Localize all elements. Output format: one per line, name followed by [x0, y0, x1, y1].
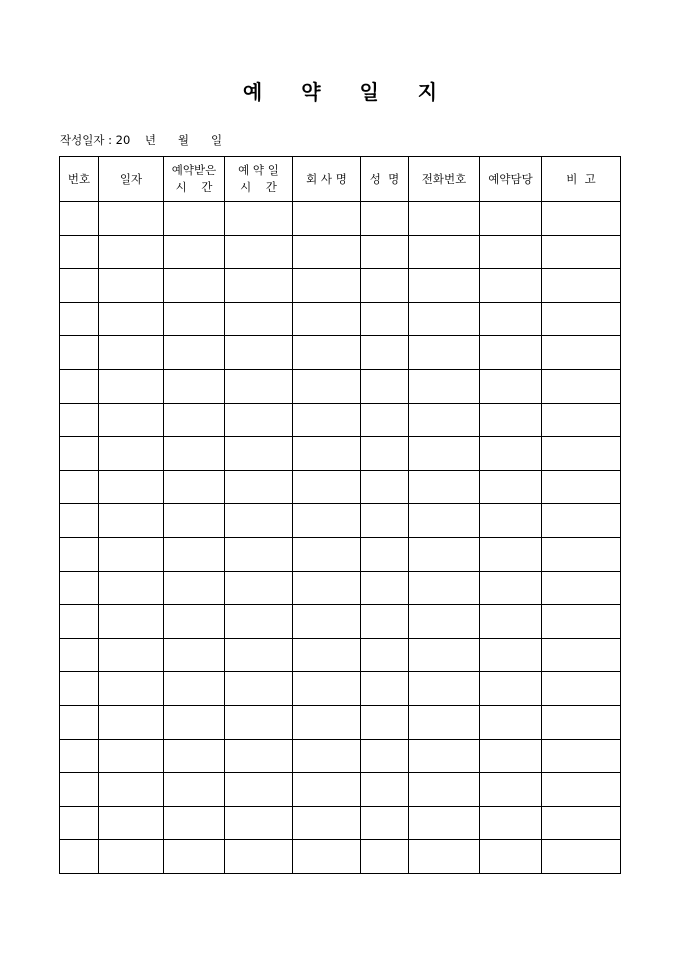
table-cell-date[interactable]	[99, 336, 164, 370]
table-cell-no[interactable]	[60, 470, 99, 504]
table-cell-phone-number[interactable]	[409, 369, 480, 403]
table-cell-no[interactable]	[60, 302, 99, 336]
column-header-label: 예약받은	[171, 163, 217, 177]
column-header-label: 회 사 명	[306, 171, 347, 186]
table-cell-remarks[interactable]	[542, 605, 621, 639]
table-row	[60, 672, 621, 706]
table-cell-person-name[interactable]	[361, 705, 409, 739]
table-row	[60, 235, 621, 269]
table-cell-company-name[interactable]	[293, 739, 361, 773]
table-cell-reservation-time[interactable]	[225, 638, 293, 672]
table-cell-date[interactable]	[99, 369, 164, 403]
table-cell-reservation-time[interactable]	[225, 672, 293, 706]
table-cell-date[interactable]	[99, 672, 164, 706]
table-cell-received-time[interactable]	[164, 806, 225, 840]
table-cell-date[interactable]	[99, 739, 164, 773]
table-cell-phone-number[interactable]	[409, 202, 480, 236]
table-row	[60, 403, 621, 437]
table-cell-phone-number[interactable]	[409, 504, 480, 538]
table-cell-reservation-staff[interactable]	[480, 739, 542, 773]
table-row	[60, 537, 621, 571]
header-row	[60, 157, 621, 202]
table-cell-reservation-staff[interactable]	[480, 403, 542, 437]
table-cell-date[interactable]	[99, 269, 164, 303]
table-cell-reservation-time[interactable]	[225, 605, 293, 639]
table-cell-reservation-staff[interactable]	[480, 235, 542, 269]
table-cell-no[interactable]	[60, 840, 99, 874]
table-cell-company-name[interactable]	[293, 806, 361, 840]
table-cell-reservation-staff[interactable]	[480, 571, 542, 605]
column-header-label: 번호	[67, 171, 91, 186]
table-cell-reservation-staff[interactable]	[480, 336, 542, 370]
table-cell-no[interactable]	[60, 369, 99, 403]
table-row	[60, 269, 621, 303]
table-cell-remarks[interactable]	[542, 235, 621, 269]
table-cell-reservation-staff[interactable]	[480, 269, 542, 303]
table-cell-person-name[interactable]	[361, 202, 409, 236]
date-written-line: 작성일자 : 20 년 월 일	[60, 133, 223, 147]
table-cell-reservation-staff[interactable]	[480, 369, 542, 403]
table-cell-remarks[interactable]	[542, 773, 621, 807]
table-cell-reservation-staff[interactable]	[480, 806, 542, 840]
table-cell-person-name[interactable]	[361, 537, 409, 571]
column-header-date	[99, 157, 164, 202]
table-cell-company-name[interactable]	[293, 504, 361, 538]
table-cell-received-time[interactable]	[164, 369, 225, 403]
table-cell-reservation-time[interactable]	[225, 336, 293, 370]
table-cell-remarks[interactable]	[542, 302, 621, 336]
table-cell-person-name[interactable]	[361, 638, 409, 672]
table-cell-company-name[interactable]	[293, 202, 361, 236]
table-cell-company-name[interactable]	[293, 605, 361, 639]
table-cell-person-name[interactable]	[361, 437, 409, 471]
table-cell-person-name[interactable]	[361, 369, 409, 403]
table-cell-reservation-time[interactable]	[225, 806, 293, 840]
table-cell-remarks[interactable]	[542, 806, 621, 840]
table-cell-received-time[interactable]	[164, 840, 225, 874]
table-cell-company-name[interactable]	[293, 537, 361, 571]
table-cell-no[interactable]	[60, 202, 99, 236]
column-header-company-name	[293, 157, 361, 202]
column-header-phone-number	[409, 157, 480, 202]
column-header-no	[60, 157, 99, 202]
table-cell-remarks[interactable]	[542, 537, 621, 571]
table-cell-reservation-time[interactable]	[225, 504, 293, 538]
table-cell-remarks[interactable]	[542, 437, 621, 471]
table-cell-reservation-time[interactable]	[225, 403, 293, 437]
table-cell-phone-number[interactable]	[409, 235, 480, 269]
reservation-log-table	[59, 156, 621, 874]
table-cell-no[interactable]	[60, 437, 99, 471]
table-cell-remarks[interactable]	[542, 705, 621, 739]
table-row	[60, 202, 621, 236]
column-header-label: 일자	[119, 171, 143, 186]
table-cell-date[interactable]	[99, 806, 164, 840]
table-cell-reservation-time[interactable]	[225, 437, 293, 471]
column-header-label: 예 약 일	[238, 163, 279, 177]
table-cell-received-time[interactable]	[164, 571, 225, 605]
table-cell-remarks[interactable]	[542, 403, 621, 437]
table-cell-reservation-staff[interactable]	[480, 672, 542, 706]
table-cell-reservation-staff[interactable]	[480, 605, 542, 639]
table-cell-remarks[interactable]	[542, 840, 621, 874]
table-cell-phone-number[interactable]	[409, 403, 480, 437]
table-cell-reservation-time[interactable]	[225, 269, 293, 303]
table-cell-reservation-time[interactable]	[225, 202, 293, 236]
table-cell-person-name[interactable]	[361, 840, 409, 874]
table-cell-phone-number[interactable]	[409, 336, 480, 370]
table-cell-reservation-staff[interactable]	[480, 302, 542, 336]
table-cell-remarks[interactable]	[542, 739, 621, 773]
column-header-label-line2: 시 간	[240, 180, 277, 194]
table-row	[60, 336, 621, 370]
table-cell-no[interactable]	[60, 773, 99, 807]
table-cell-remarks[interactable]	[542, 202, 621, 236]
table-cell-person-name[interactable]	[361, 571, 409, 605]
table-cell-no[interactable]	[60, 571, 99, 605]
table-cell-no[interactable]	[60, 806, 99, 840]
table-cell-received-time[interactable]	[164, 504, 225, 538]
table-cell-received-time[interactable]	[164, 302, 225, 336]
table-cell-remarks[interactable]	[542, 470, 621, 504]
table-cell-date[interactable]	[99, 470, 164, 504]
table-row	[60, 302, 621, 336]
table-cell-no[interactable]	[60, 403, 99, 437]
table-cell-company-name[interactable]	[293, 235, 361, 269]
table-cell-remarks[interactable]	[542, 269, 621, 303]
page-title: 예 약 일 지	[242, 80, 454, 104]
table-cell-reservation-time[interactable]	[225, 302, 293, 336]
table-cell-reservation-time[interactable]	[225, 773, 293, 807]
column-header-remarks	[542, 157, 621, 202]
table-cell-reservation-staff[interactable]	[480, 437, 542, 471]
table-row	[60, 773, 621, 807]
table-cell-company-name[interactable]	[293, 302, 361, 336]
table-cell-date[interactable]	[99, 638, 164, 672]
table-cell-received-time[interactable]	[164, 336, 225, 370]
table-cell-reservation-time[interactable]	[225, 739, 293, 773]
table-cell-received-time[interactable]	[164, 605, 225, 639]
table-cell-remarks[interactable]	[542, 638, 621, 672]
table-cell-no[interactable]	[60, 705, 99, 739]
table-cell-date[interactable]	[99, 705, 164, 739]
table-cell-person-name[interactable]	[361, 739, 409, 773]
table-cell-date[interactable]	[99, 571, 164, 605]
table-row	[60, 605, 621, 639]
table-cell-phone-number[interactable]	[409, 806, 480, 840]
table-cell-company-name[interactable]	[293, 369, 361, 403]
table-cell-reservation-time[interactable]	[225, 537, 293, 571]
table-cell-company-name[interactable]	[293, 336, 361, 370]
table-cell-person-name[interactable]	[361, 403, 409, 437]
table-cell-date[interactable]	[99, 537, 164, 571]
table-cell-remarks[interactable]	[542, 336, 621, 370]
table-cell-no[interactable]	[60, 605, 99, 639]
table-cell-person-name[interactable]	[361, 269, 409, 303]
table-cell-phone-number[interactable]	[409, 605, 480, 639]
column-header-person-name	[361, 157, 409, 202]
table-cell-remarks[interactable]	[542, 672, 621, 706]
table-row	[60, 369, 621, 403]
table-cell-reservation-time[interactable]	[225, 571, 293, 605]
table-cell-date[interactable]	[99, 202, 164, 236]
table-body	[60, 202, 621, 874]
table-cell-company-name[interactable]	[293, 705, 361, 739]
table-cell-person-name[interactable]	[361, 504, 409, 538]
table-cell-received-time[interactable]	[164, 705, 225, 739]
table-cell-person-name[interactable]	[361, 336, 409, 370]
table-cell-date[interactable]	[99, 840, 164, 874]
table-cell-company-name[interactable]	[293, 269, 361, 303]
column-header-received-time	[164, 157, 225, 202]
table-cell-reservation-staff[interactable]	[480, 638, 542, 672]
table-cell-no[interactable]	[60, 537, 99, 571]
table-cell-received-time[interactable]	[164, 672, 225, 706]
column-header-label: 성 명	[369, 171, 400, 186]
column-header-label: 전화번호	[421, 171, 467, 186]
column-header-reservation-time	[225, 157, 293, 202]
table-cell-date[interactable]	[99, 605, 164, 639]
table-cell-date[interactable]	[99, 235, 164, 269]
table-cell-phone-number[interactable]	[409, 773, 480, 807]
table-cell-received-time[interactable]	[164, 638, 225, 672]
table-cell-phone-number[interactable]	[409, 269, 480, 303]
column-header-label: 비 고	[566, 171, 596, 186]
table-cell-company-name[interactable]	[293, 403, 361, 437]
table-cell-person-name[interactable]	[361, 470, 409, 504]
table-row	[60, 504, 621, 538]
table-cell-phone-number[interactable]	[409, 437, 480, 471]
table-cell-received-time[interactable]	[164, 537, 225, 571]
table-cell-reservation-staff[interactable]	[480, 840, 542, 874]
table-cell-received-time[interactable]	[164, 739, 225, 773]
table-cell-person-name[interactable]	[361, 302, 409, 336]
table-cell-remarks[interactable]	[542, 571, 621, 605]
table-cell-received-time[interactable]	[164, 437, 225, 471]
table-cell-person-name[interactable]	[361, 672, 409, 706]
table-cell-remarks[interactable]	[542, 369, 621, 403]
table-cell-received-time[interactable]	[164, 202, 225, 236]
table-cell-no[interactable]	[60, 235, 99, 269]
table-cell-person-name[interactable]	[361, 773, 409, 807]
table-cell-no[interactable]	[60, 269, 99, 303]
table-cell-phone-number[interactable]	[409, 470, 480, 504]
table-cell-received-time[interactable]	[164, 235, 225, 269]
table-row	[60, 437, 621, 471]
table-row	[60, 806, 621, 840]
table-cell-reservation-staff[interactable]	[480, 773, 542, 807]
table-cell-phone-number[interactable]	[409, 739, 480, 773]
column-header-label: 예약담당	[488, 171, 533, 186]
table-cell-reservation-time[interactable]	[225, 705, 293, 739]
table-cell-reservation-time[interactable]	[225, 470, 293, 504]
table-row	[60, 638, 621, 672]
table-cell-company-name[interactable]	[293, 437, 361, 471]
table-cell-reservation-staff[interactable]	[480, 470, 542, 504]
table-cell-received-time[interactable]	[164, 773, 225, 807]
table-cell-reservation-staff[interactable]	[480, 537, 542, 571]
table-row	[60, 705, 621, 739]
table-cell-no[interactable]	[60, 739, 99, 773]
table-cell-no[interactable]	[60, 672, 99, 706]
table-cell-phone-number[interactable]	[409, 840, 480, 874]
table-cell-date[interactable]	[99, 504, 164, 538]
table-cell-reservation-time[interactable]	[225, 840, 293, 874]
table-cell-company-name[interactable]	[293, 571, 361, 605]
table-cell-date[interactable]	[99, 302, 164, 336]
column-header-label-line2: 시 간	[175, 180, 213, 194]
table-cell-reservation-time[interactable]	[225, 369, 293, 403]
table-cell-phone-number[interactable]	[409, 705, 480, 739]
table-cell-company-name[interactable]	[293, 672, 361, 706]
table-cell-company-name[interactable]	[293, 773, 361, 807]
table-cell-reservation-time[interactable]	[225, 235, 293, 269]
table-cell-phone-number[interactable]	[409, 302, 480, 336]
table-cell-no[interactable]	[60, 504, 99, 538]
table-cell-received-time[interactable]	[164, 269, 225, 303]
table-cell-person-name[interactable]	[361, 605, 409, 639]
table-cell-person-name[interactable]	[361, 235, 409, 269]
table-cell-company-name[interactable]	[293, 638, 361, 672]
table-cell-no[interactable]	[60, 638, 99, 672]
table-cell-received-time[interactable]	[164, 403, 225, 437]
table-cell-remarks[interactable]	[542, 504, 621, 538]
table-cell-phone-number[interactable]	[409, 638, 480, 672]
table-cell-received-time[interactable]	[164, 470, 225, 504]
table-row	[60, 571, 621, 605]
table-cell-phone-number[interactable]	[409, 571, 480, 605]
table-cell-phone-number[interactable]	[409, 537, 480, 571]
table-cell-reservation-staff[interactable]	[480, 202, 542, 236]
table-cell-date[interactable]	[99, 773, 164, 807]
column-header-reservation-staff	[480, 157, 542, 202]
table-row	[60, 470, 621, 504]
table-row	[60, 739, 621, 773]
table-cell-date[interactable]	[99, 403, 164, 437]
table-cell-company-name[interactable]	[293, 840, 361, 874]
table-cell-date[interactable]	[99, 437, 164, 471]
table-cell-person-name[interactable]	[361, 806, 409, 840]
table-cell-reservation-staff[interactable]	[480, 504, 542, 538]
table-row	[60, 840, 621, 874]
table-cell-phone-number[interactable]	[409, 672, 480, 706]
table-cell-no[interactable]	[60, 336, 99, 370]
table-header	[60, 157, 621, 202]
table-cell-reservation-staff[interactable]	[480, 705, 542, 739]
table-cell-company-name[interactable]	[293, 470, 361, 504]
